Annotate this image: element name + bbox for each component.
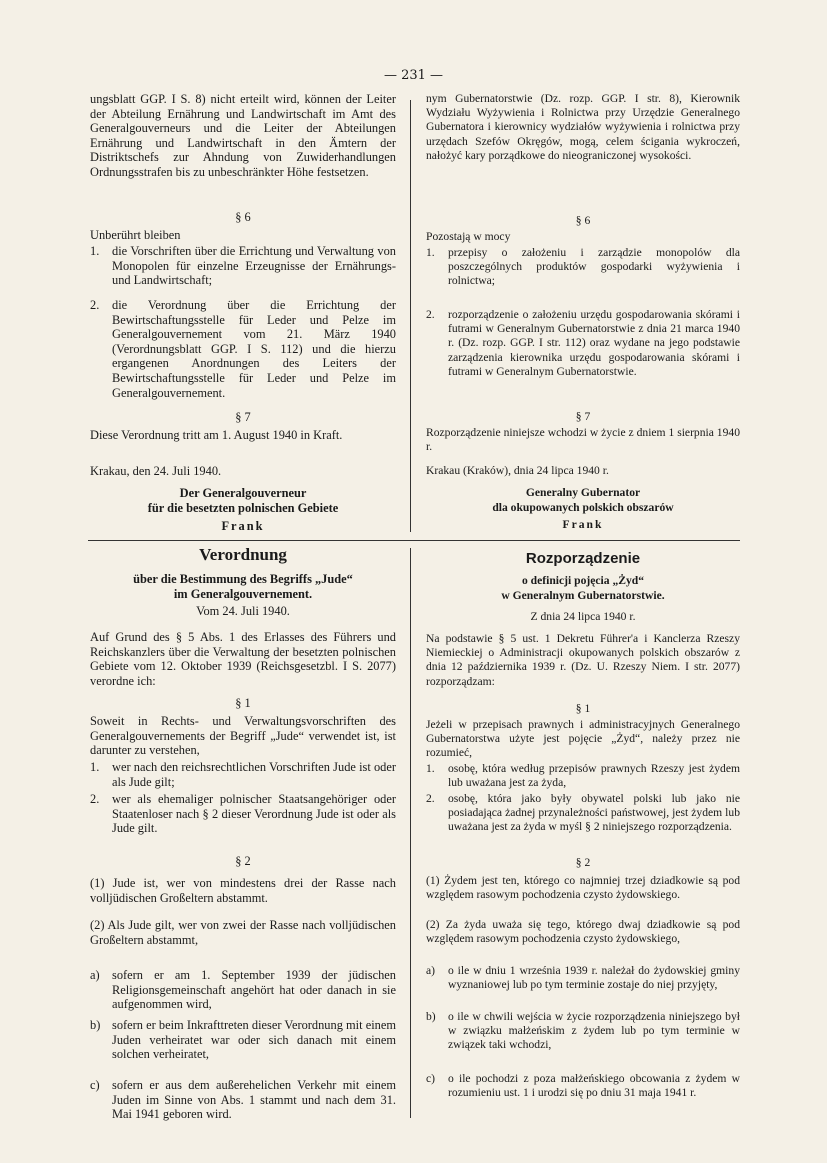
german-section-2-item-c <box>90 1078 396 1122</box>
german-section-6-item-2 <box>90 298 396 400</box>
item-text: o ile pochodzi z poza małżeńskiego obcowania z żydem w rozumieniu ust. 1 i urodzi się po dniu 31 maja 1941 r. <box>448 1072 740 1100</box>
item-text: osobę, która według przepisów prawnych Rzeszy jest żydem lub uważana jest za żyda, <box>448 762 740 790</box>
german-decree-title: Verordnung <box>199 545 287 564</box>
german-section-1-lead: Soweit in Rechts- und Verwaltungsvorschriften des Generalgouvernements der Begriff „Jude“ verwendet ist, ist darunter zu verstehen, <box>90 714 396 758</box>
polish-signature-title: Generalny Gubernator <box>525 486 641 499</box>
item-text: przepisy o założeniu i zarządzie monopolów dla poszczególnych produktów gospodarki wyżywienia i rolnictwa; <box>448 246 740 288</box>
item-letter: a) <box>90 968 100 982</box>
german-decree-date: Vom 24. Juli 1940. <box>196 604 290 618</box>
german-decree-subtitle-1: über die Bestimmung des Begriffs „Jude“ <box>133 572 353 586</box>
polish-section-2-paragraph-2: (2) Za żyda uważa się tego, którego dwaj dziadkowie są pod względem rasowym pochodzenia czysto żydowskiego, <box>426 918 740 946</box>
polish-section-6-item-1 <box>426 246 740 289</box>
polish-section-1-item-1 <box>426 762 740 790</box>
german-section-7-text: Diese Verordnung tritt am 1. August 1940 in Kraft. <box>90 428 343 442</box>
item-number: 1. <box>426 762 435 775</box>
polish-section-1-item-2 <box>426 792 740 835</box>
item-text: rozporządzenie o założeniu urzędu gospodarowania skórami i futrami w Generalnym Gubernatorstwie z dnia 21 marca 1940 r. (Dz. rozp. GGP. I str. 112) oraz wydane na jego podstawie zarządzenia kierownika urzędu gospodarowania skórami i futrami w Generalnym Gubernatorstwie. <box>448 308 740 378</box>
german-section-2-paragraph-2: (2) Als Jude gilt, wer von zwei der Rasse nach volljüdischen Großeltern abstammt, <box>90 918 396 947</box>
german-section-2-item-a <box>90 968 396 1012</box>
polish-section-6-lead: Pozostają w mocy <box>426 230 511 243</box>
polish-preamble: Na podstawie § 5 ust. 1 Dekretu Führer'a i Kanclerza Rzeszy Niemieckiej o Administracji okupowanych polskich obszarów z dnia 12 października 1939 r. (Dz. U. Rzeszy Niem. I str. 2077) rozporządzam: <box>426 632 740 688</box>
item-text: o ile w dniu 1 września 1939 r. należał do żydowskiej gminy wyznaniowej lub po tym terminie zostaje do niej przyjęty, <box>448 964 740 992</box>
item-letter: c) <box>426 1072 436 1085</box>
polish-decree-subtitle-1: o definicji pojęcia „Żyd“ <box>521 574 645 587</box>
item-number: 2. <box>90 792 100 806</box>
horizontal-divider <box>88 540 740 541</box>
column-divider-bottom <box>410 548 411 1118</box>
polish-section-1-heading: § 1 <box>575 702 591 715</box>
polish-section-2-heading: § 2 <box>575 856 591 869</box>
german-section-7-heading: § 7 <box>235 410 251 424</box>
polish-decree-date: Z dnia 24 lipca 1940 r. <box>530 610 636 623</box>
item-number: 2. <box>90 298 100 312</box>
polish-date-place: Krakau (Kraków), dnia 24 lipca 1940 r. <box>426 464 609 477</box>
item-letter: b) <box>426 1010 436 1023</box>
column-divider-top <box>410 100 411 532</box>
polish-section-2-item-b <box>426 1010 740 1053</box>
german-preamble: Auf Grund des § 5 Abs. 1 des Erlasses des Führers und Reichskanzlers über die Verwaltung der besetzten polnischen Gebiete vom 12. Oktober 1939 (Reichsgesetzbl. I S. 2077) verordne ich: <box>90 630 396 688</box>
item-letter: c) <box>90 1078 100 1092</box>
item-text: sofern er beim Inkrafttreten dieser Verordnung mit einem Juden verheiratet war oder sich danach mit einem solchen verheiratet, <box>112 1018 396 1062</box>
item-number: 1. <box>90 244 100 258</box>
german-section-2-heading: § 2 <box>235 854 251 868</box>
german-section-6-item-1 <box>90 244 396 288</box>
german-section-1-heading: § 1 <box>235 696 251 710</box>
polish-signature-name: Frank <box>562 518 604 531</box>
german-intro-paragraph: ungsblatt GGP. I S. 8) nicht erteilt wird, können der Leiter der Abteilung Ernährung und Landwirtschaft im Amt des Generalgouverneurs und die Leiter der Abteilungen Ernährung und Landwirtschaft in den Ämtern der Distriktschefs zur Ahndung von Zuwiderhandlungen Ordnungsstrafen bis zu unbeschränkter Höhe festsetzen. <box>90 92 396 179</box>
item-text: sofern er am 1. September 1939 der jüdischen Religionsgemeinschaft angehört hat oder danach in sie aufgenommen wird, <box>112 968 396 1012</box>
german-signature-subtitle: für die besetzten polnischen Gebiete <box>147 501 339 515</box>
polish-section-6-heading: § 6 <box>575 214 591 227</box>
polish-section-2-item-c <box>426 1072 740 1100</box>
polish-section-2-item-a <box>426 964 740 992</box>
item-letter: b) <box>90 1018 101 1032</box>
polish-section-1-lead: Jeżeli w przepisach prawnych i administracyjnych Generalnego Gubernatorstwa użyte jest pojęcie „Żyd“, należy przez nie rozumieć, <box>426 718 740 760</box>
german-section-1-item-1 <box>90 760 396 789</box>
item-text: wer nach den reichsrechtlichen Vorschriften Jude ist oder als Jude gilt; <box>112 760 396 789</box>
german-signature-title: Der Generalgouverneur <box>179 486 307 500</box>
polish-decree-subtitle-2: w Generalnym Gubernatorstwie. <box>501 589 665 602</box>
item-letter: a) <box>426 964 436 977</box>
item-number: 2. <box>426 792 435 805</box>
polish-section-7-text: Rozporządzenie niniejsze wchodzi w życie z dniem 1 sierpnia 1940 r. <box>426 426 740 454</box>
german-section-6-heading: § 6 <box>235 210 251 224</box>
polish-signature-subtitle: dla okupowanych polskich obszarów <box>492 501 674 514</box>
polish-section-2-paragraph-1: (1) Żydem jest ten, którego co najmniej trzej dziadkowie są pod względem rasowym pochodzenia czysto żydowskiego. <box>426 874 740 902</box>
german-signature-name: Frank <box>221 519 265 533</box>
item-text: osobę, która jako były obywatel polski lub jako nie posiadająca żadnej przynależności państwowej, jest żydem lub uważana jest za żyda w myśl § 2 niniejszego rozporządzenia. <box>448 792 740 834</box>
german-section-2-paragraph-1: (1) Jude ist, wer von mindestens drei der Rasse nach volljüdischen Großeltern abstammt. <box>90 876 396 905</box>
item-text: sofern er aus dem außerehelichen Verkehr mit einem Juden im Sinne von Abs. 1 stammt und nach dem 31. Mai 1941 geboren wird. <box>112 1078 396 1122</box>
polish-section-7-heading: § 7 <box>575 410 591 423</box>
item-text: wer als ehemaliger polnischer Staatsangehöriger oder Staatenloser nach § 2 dieser Verordnung Jude ist oder als Jude gilt. <box>112 792 396 836</box>
german-section-6-lead: Unberührt bleiben <box>90 228 181 242</box>
item-text: die Verordnung über die Errichtung der Bewirtschaftungsstelle für Leder und Pelze im Generalgouvernement vom 21. März 1940 (Verordnungsblatt GGP. I S. 112) und die hierzu ergangenen Anordnungen des Leiters der Bewirtschaftungsstelle für Leder und Pelze im Generalgouvernement. <box>112 298 396 400</box>
polish-section-6-item-2 <box>426 308 740 379</box>
polish-decree-title: Rozporządzenie <box>525 550 641 567</box>
german-date-place: Krakau, den 24. Juli 1940. <box>90 464 222 478</box>
german-section-2-item-b <box>90 1018 396 1062</box>
item-number: 1. <box>426 246 435 259</box>
german-decree-subtitle-2: im Generalgouvernement. <box>173 587 313 601</box>
item-text: die Vorschriften über die Errichtung und Verwaltung von Monopolen für einzelne Erzeugnisse der Ernährungs- und Landwirtschaft; <box>112 244 396 288</box>
item-number: 1. <box>90 760 100 774</box>
item-number: 2. <box>426 308 435 321</box>
page-number: — 231 — <box>383 68 444 83</box>
polish-intro-paragraph: nym Gubernatorstwie (Dz. rozp. GGP. I str. 8), Kierownik Wydziału Wyżywienia i Rolnictwa przy Urzędzie Generalnego Gubernatora i kierownicy wydziałów wyżywienia i rolnictwa przy urzędach Szefów Okręgów, mogą, celem ścigania wykroczeń, nałożyć kary porządkowe do nieograniczonej wysokości. <box>426 92 740 162</box>
german-section-1-item-2 <box>90 792 396 836</box>
item-text: o ile w chwili wejścia w życie rozporządzenia niniejszego był w związku małżeńskim z żydem lub po tym terminie w związek taki wchodzi, <box>448 1010 740 1052</box>
